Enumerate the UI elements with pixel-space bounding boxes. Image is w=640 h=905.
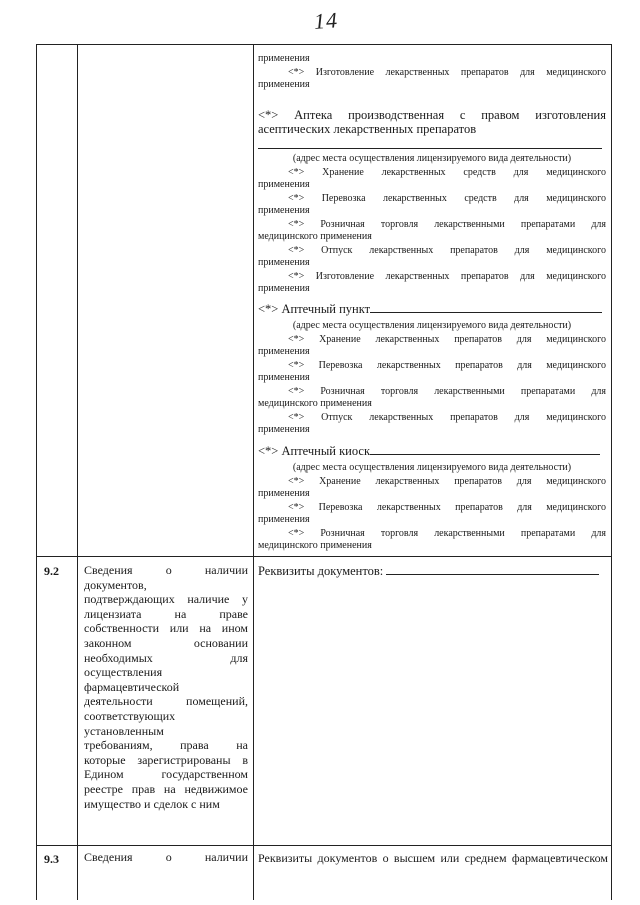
list-item-text: <*> Изготовление лекарственных препаратов для медицинского: [288, 271, 606, 282]
list-item-cont: применения: [258, 488, 310, 499]
row-value: Реквизиты документов о высшем или среднем фармацевтическом: [258, 851, 608, 865]
list-item-cont: применения: [258, 257, 310, 268]
description-line: реестре прав на недвижимое: [84, 781, 248, 796]
address-caption-1: (адрес места осуществления лицензируемого вида деятельности): [292, 153, 572, 164]
list-item: [258, 245, 606, 269]
list-item-cont: применения: [258, 424, 310, 435]
pharmacy-production-title-1: <*> Аптека производственная с правом изготовления: [258, 108, 606, 122]
list-item-cont: медицинского применения: [258, 398, 372, 409]
row-divider-9-2: [36, 556, 612, 557]
address-caption-3: (адрес места осуществления лицензируемого вида деятельности): [292, 462, 572, 473]
list-item: [258, 219, 606, 243]
list-item-text: <*> Хранение лекарственных препаратов для медицинского: [288, 476, 606, 487]
description-line: документов,: [84, 577, 147, 592]
pharmacy-kiosk-label: <*> Аптечный киоск: [258, 444, 371, 458]
table-top-line: [36, 44, 612, 45]
list-item-text: <*> Хранение лекарственных средств для медицинского: [288, 167, 606, 178]
description-line: законном основании: [84, 635, 248, 650]
description-line: подтверждающих наличие у: [84, 592, 248, 607]
list-item-cont: применения: [258, 346, 310, 357]
page-number: 14: [313, 7, 339, 34]
table-border-right: [611, 44, 612, 900]
list-item: [258, 271, 606, 295]
list-item: [258, 528, 606, 552]
list-item: [258, 476, 606, 500]
description-line: Едином государственном: [84, 767, 248, 782]
list-item: [258, 360, 606, 384]
list-item: [258, 386, 606, 410]
cont-item-a: <*> Изготовление лекарственных препаратов для медицинского: [288, 67, 606, 78]
list-item-text: <*> Розничная торговля лекарственными препаратами для: [288, 528, 606, 539]
list-item-text: <*> Хранение лекарственных препаратов для медицинского: [288, 334, 606, 345]
address-underline-1: [258, 148, 602, 149]
table-border-num: [77, 44, 78, 900]
list-item-cont: применения: [258, 179, 310, 190]
row-number: 9.2: [44, 564, 59, 578]
list-item-cont: применения: [258, 372, 310, 383]
pharmacy-production-title-2: асептических лекарственных препаратов: [258, 122, 477, 136]
list-item-text: <*> Перевозка лекарственных препаратов для медицинского: [288, 502, 606, 513]
description-line: Сведения о наличии: [84, 850, 248, 864]
description-line: Сведения о наличии: [84, 563, 248, 577]
list-item-text: <*> Отпуск лекарственных препаратов для медицинского: [288, 245, 606, 256]
list-item: [258, 502, 606, 526]
row-divider-9-3: [36, 845, 612, 846]
cont-item-b: применения: [258, 79, 310, 90]
list-item-cont: медицинского применения: [258, 540, 372, 551]
table-border-left: [36, 44, 37, 900]
list-item: [258, 412, 606, 436]
pharmacy-point-underline: [370, 312, 602, 313]
description-line: лицензиата на праве: [84, 606, 248, 621]
description-line: деятельности помещений,: [84, 694, 248, 709]
description-line: собственности или на ином: [84, 621, 248, 636]
list-item: [258, 167, 606, 191]
description-line: фармацевтической: [84, 679, 180, 694]
pharmacy-point-label: <*> Аптечный пункт: [258, 302, 371, 316]
description-line: требованиям, права на: [84, 738, 248, 753]
address-caption-2: (адрес места осуществления лицензируемого вида деятельности): [292, 320, 572, 331]
description-line: установленным: [84, 723, 164, 738]
list-item-text: <*> Отпуск лекарственных препаратов для медицинского: [288, 412, 606, 423]
list-item: [258, 193, 606, 217]
description-line: которые зарегистрированы в: [84, 752, 248, 767]
list-item-text: <*> Перевозка лекарственных препаратов для медицинского: [288, 360, 606, 371]
description-line: соответствующих: [84, 708, 176, 723]
list-item-cont: применения: [258, 514, 310, 525]
list-item-cont: применения: [258, 205, 310, 216]
list-item-text: <*> Перевозка лекарственных средств для медицинского: [288, 193, 606, 204]
table-border-mid: [253, 44, 254, 900]
list-item: [258, 334, 606, 358]
pharmacy-kiosk-underline: [370, 454, 600, 455]
row-number: 9.3: [44, 852, 59, 866]
row-description: [84, 563, 248, 811]
requisites-underline: [386, 574, 599, 575]
description-line: имущество и сделок с ним: [84, 796, 220, 811]
cont-first: применения: [258, 53, 310, 64]
list-item-text: <*> Розничная торговля лекарственными препаратами для: [288, 219, 606, 230]
list-item-cont: применения: [258, 283, 310, 294]
description-line: осуществления: [84, 665, 163, 680]
requisites-label: Реквизиты документов:: [258, 564, 384, 578]
list-item-text: <*> Розничная торговля лекарственными препаратами для: [288, 386, 606, 397]
description-line: необходимых для: [84, 650, 248, 665]
list-item-cont: медицинского применения: [258, 231, 372, 242]
